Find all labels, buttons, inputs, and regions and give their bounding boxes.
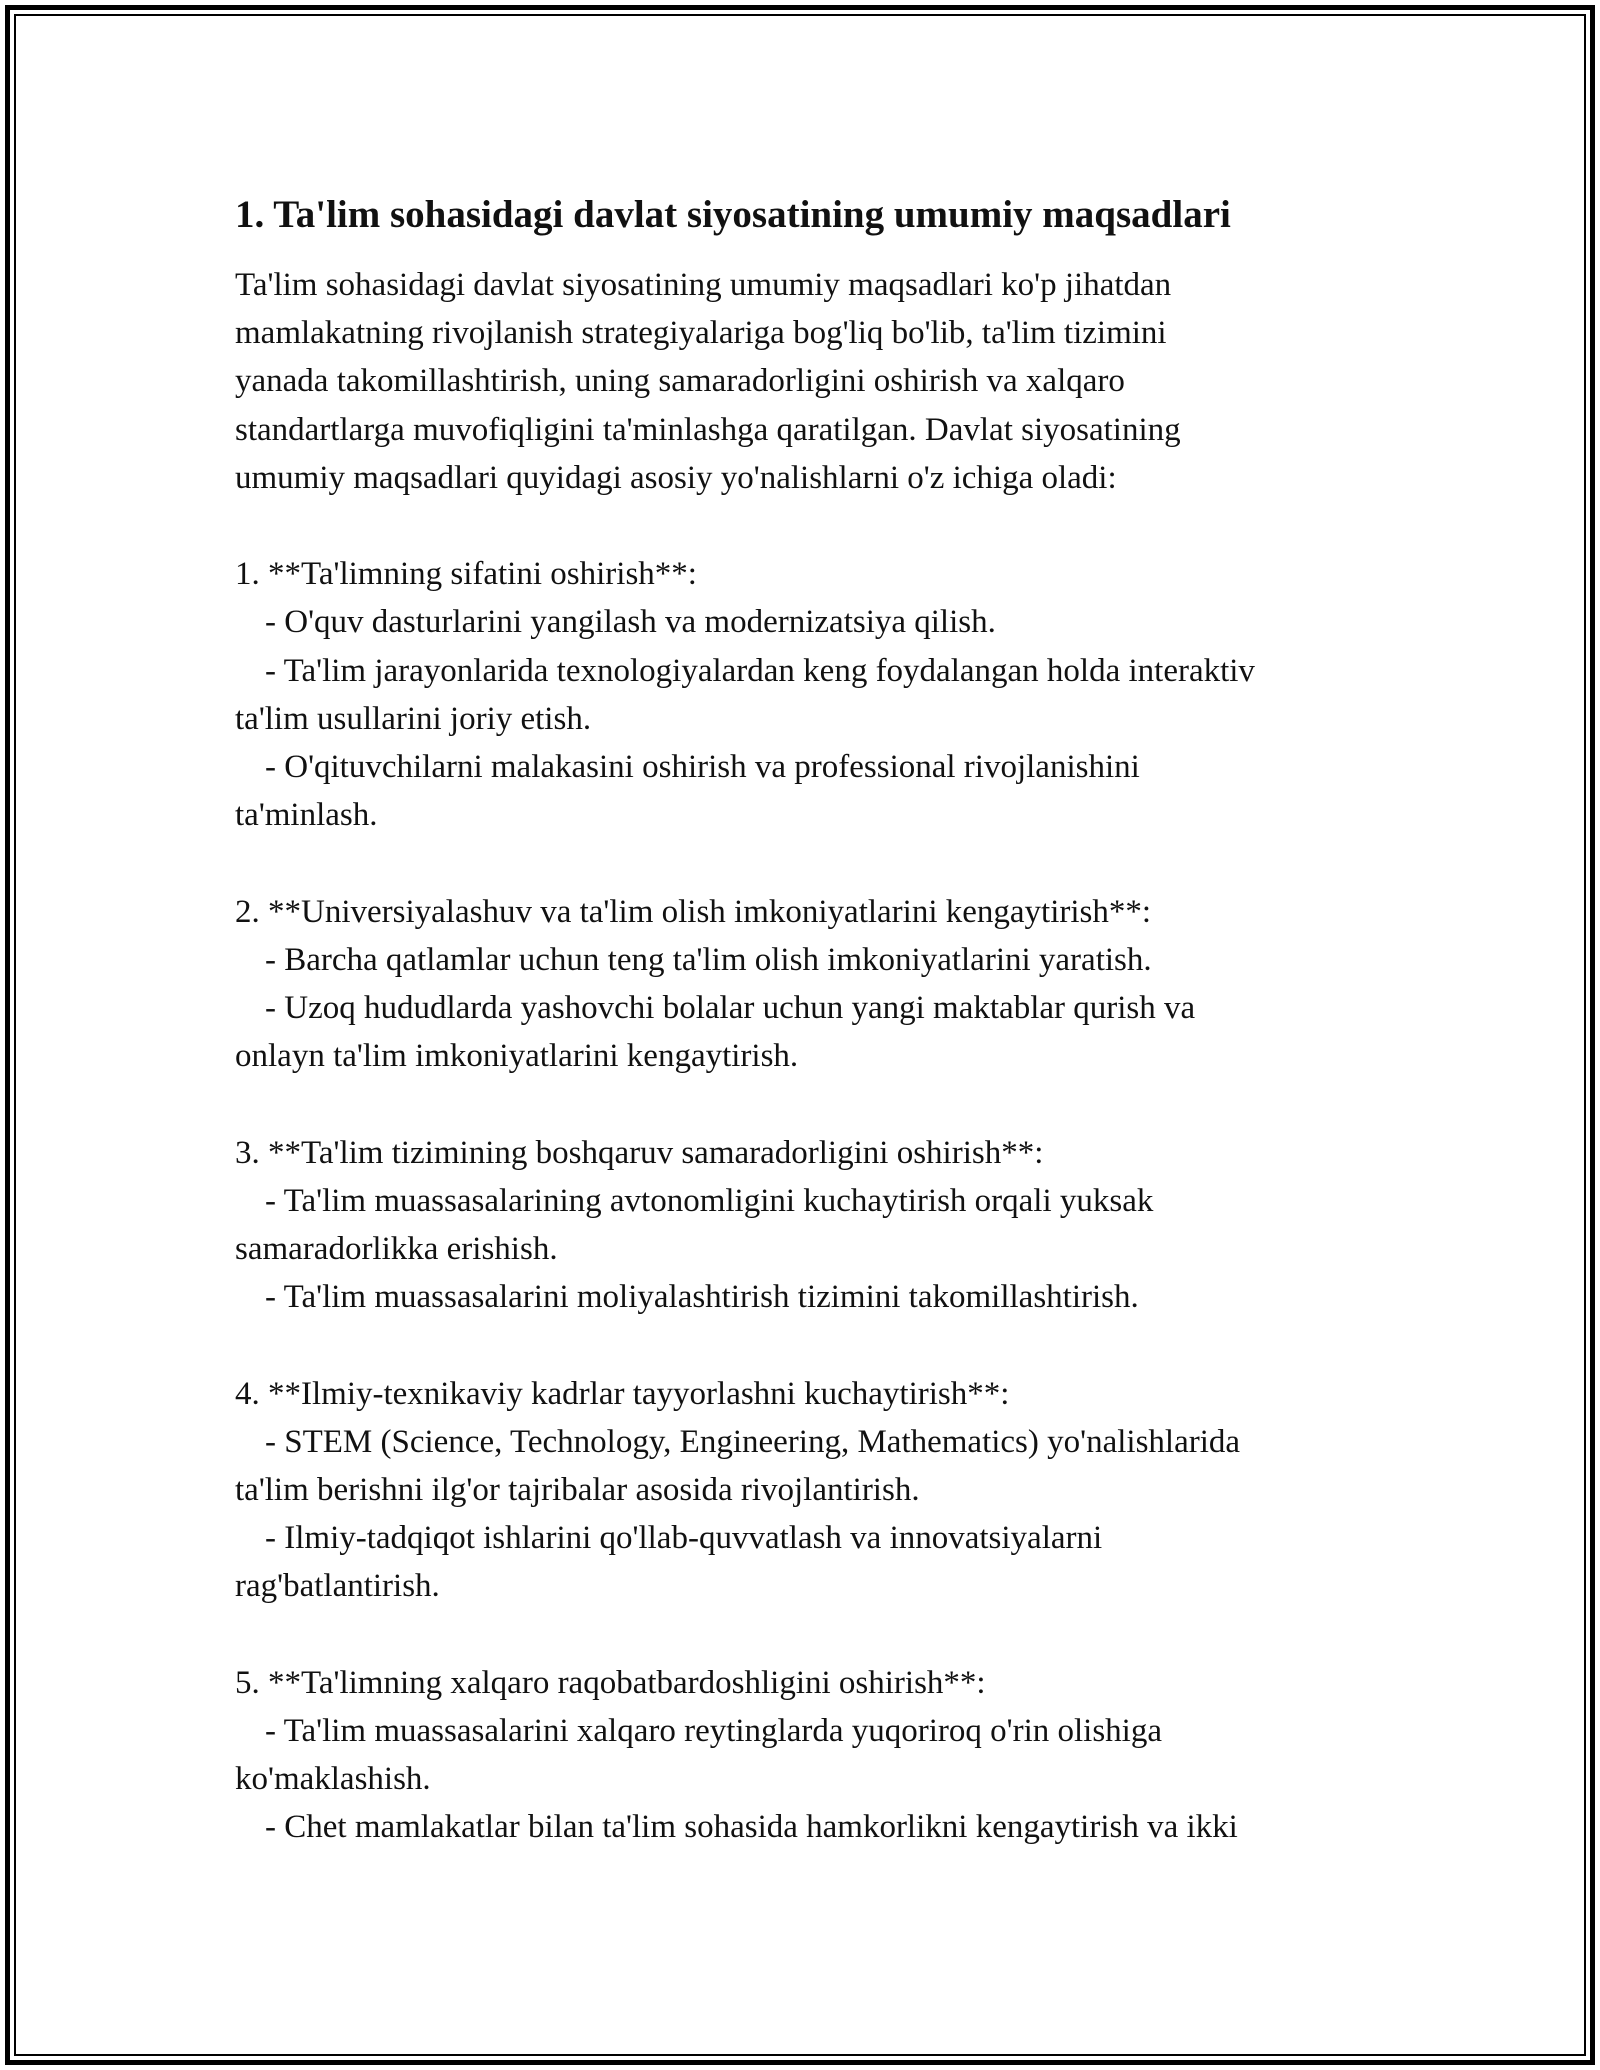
section-heading: 3. **Ta'lim tizimining boshqaruv samaradorligini oshirish**: [235, 1134, 1044, 1171]
blank-line [235, 1611, 1385, 1659]
intro-line: umumiy maqsadlari quyidagi asosiy yo'nalishlarni o'z ichiga oladi: [235, 459, 1117, 496]
section-heading: 1. **Ta'limning sifatini oshirish**: [235, 556, 697, 593]
bullet-line: - STEM (Science, Technology, Engineering, Mathematics) yo'nalishlarida [265, 1423, 1241, 1460]
bullet-continuation: rag'batlantirish. [235, 1568, 440, 1605]
section-3 [235, 1129, 1385, 1322]
bullet-line: - Ilmiy-tadqiqot ishlarini qo'llab-quvvatlash va innovatsiyalarni [265, 1520, 1103, 1557]
section-2 [235, 888, 1385, 1081]
document-body [235, 186, 1385, 1852]
blank-line [235, 502, 1385, 550]
bullet-line: - Chet mamlakatlar bilan ta'lim sohasida hamkorlikni kengaytirish va ikki [265, 1809, 1238, 1846]
section-heading: 5. **Ta'limning xalqaro raqobatbardoshligini oshirish**: [235, 1664, 986, 1701]
bullet-line: - Ta'lim jarayonlarida texnologiyalardan keng foydalangan holda interaktiv [265, 652, 1255, 689]
section-heading: 4. **Ilmiy-texnikaviy kadrlar tayyorlashni kuchaytirish**: [235, 1375, 1010, 1412]
blank-line [235, 839, 1385, 887]
section-5 [235, 1659, 1385, 1852]
bullet-line: - Barcha qatlamlar uchun teng ta'lim olish imkoniyatlarini yaratish. [265, 941, 1152, 978]
intro-line: mamlakatning rivojlanish strategiyalariga bog'liq bo'lib, ta'lim tizimini [235, 315, 1167, 352]
bullet-continuation: ta'lim berishni ilg'or tajribalar asosida rivojlantirish. [235, 1472, 920, 1509]
bullet-line: - Ta'lim muassasalarining avtonomligini kuchaytirish orqali yuksak [265, 1182, 1154, 1219]
bullet-line: - Uzoq hududlarda yashovchi bolalar uchun yangi maktablar qurish va [265, 990, 1196, 1027]
bullet-line: - Ta'lim muassasalarini xalqaro reytinglarda yuqoriroq o'rin olishiga [265, 1713, 1162, 1750]
bullet-continuation: ta'minlash. [235, 797, 378, 834]
section-heading: 2. **Universiyalashuv va ta'lim olish imkoniyatlarini kengaytirish**: [235, 893, 1152, 930]
bullet-continuation: samaradorlikka erishish. [235, 1231, 558, 1268]
bullet-continuation: ta'lim usullarini joriy etish. [235, 700, 592, 737]
bullet-line: - O'quv dasturlarini yangilash va modernizatsiya qilish. [265, 604, 996, 641]
section-1 [235, 550, 1385, 839]
document-title: 1. Ta'lim sohasidagi davlat siyosatining umumiy maqsadlari [235, 193, 1231, 236]
intro-line: yanada takomillashtirish, uning samaradorligini oshirish va xalqaro [235, 363, 1125, 400]
section-4 [235, 1370, 1385, 1611]
blank-line [235, 1321, 1385, 1369]
blank-line [235, 1080, 1385, 1128]
bullet-continuation: ko'maklashish. [235, 1761, 431, 1798]
intro-line: standartlarga muvofiqligini ta'minlashga qaratilgan. Davlat siyosatining [235, 411, 1181, 448]
bullet-line: - Ta'lim muassasalarini moliyalashtirish tizimini takomillashtirish. [265, 1279, 1139, 1316]
bullet-continuation: onlayn ta'lim imkoniyatlarini kengaytirish. [235, 1038, 799, 1075]
intro-paragraph [235, 261, 1385, 502]
intro-line: Ta'lim sohasidagi davlat siyosatining umumiy maqsadlari ko'p jihatdan [235, 267, 1172, 303]
bullet-line: - O'qituvchilarni malakasini oshirish va professional rivojlanishini [265, 749, 1140, 786]
